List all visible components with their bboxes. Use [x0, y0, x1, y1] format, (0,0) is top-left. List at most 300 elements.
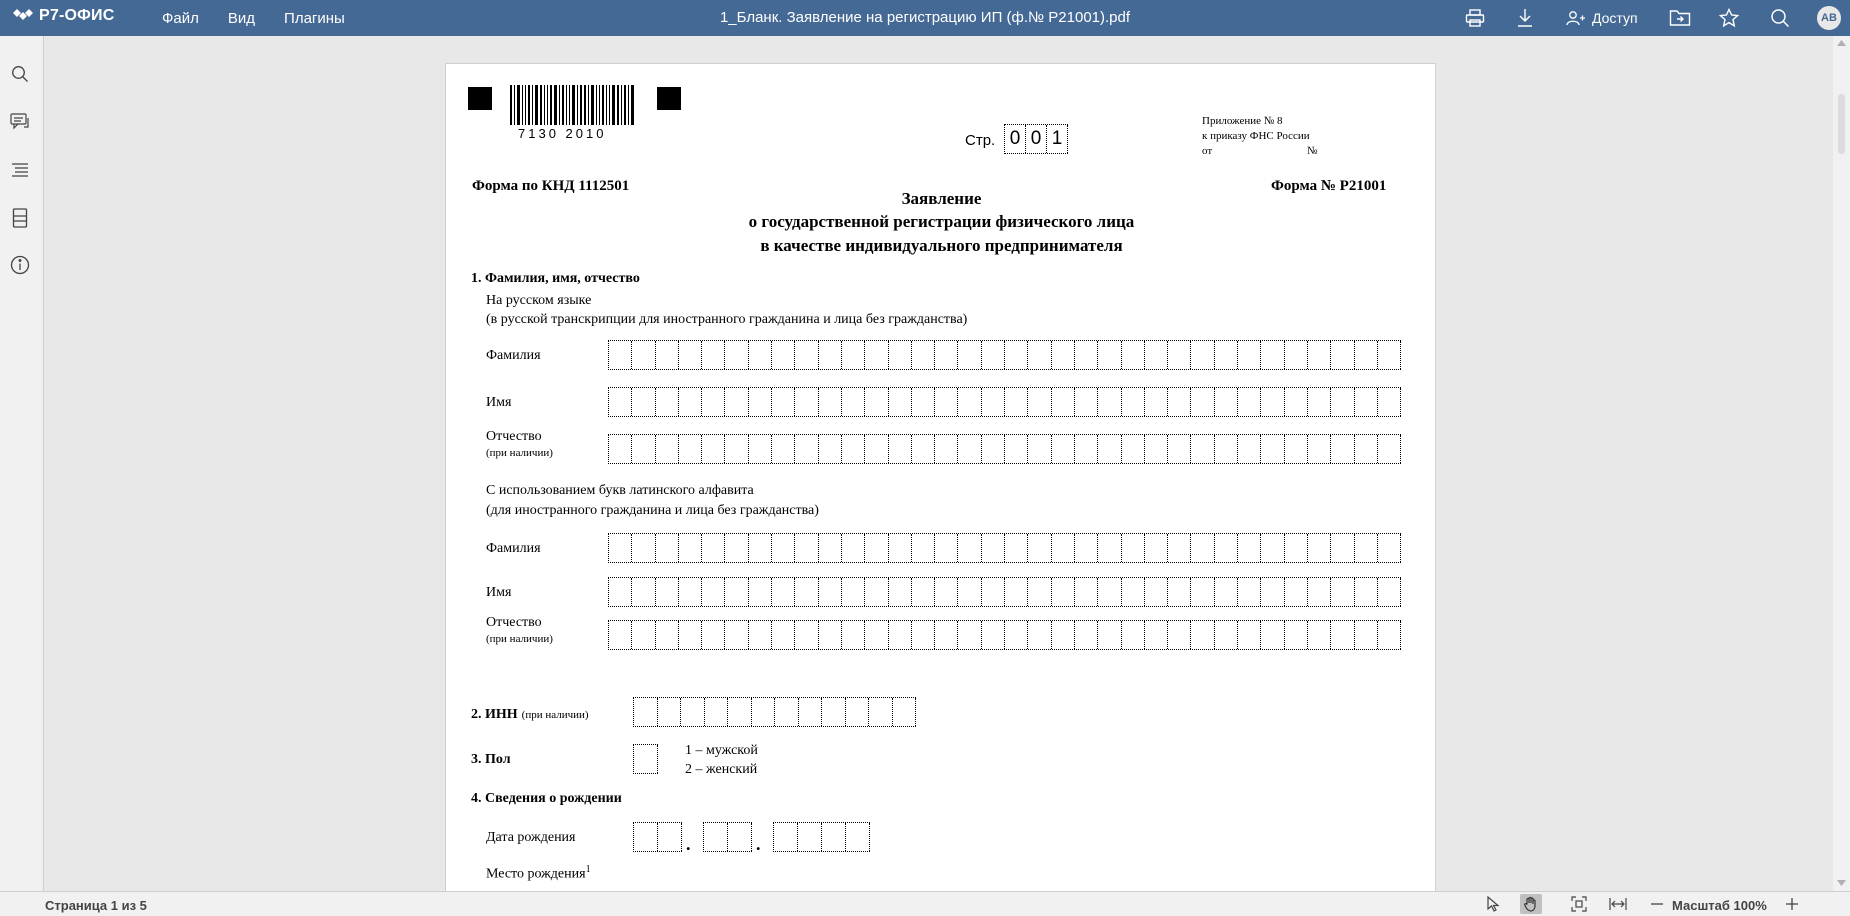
letter-cell[interactable] [889, 621, 912, 649]
letter-cell[interactable] [725, 435, 748, 463]
letter-cell[interactable] [1098, 534, 1121, 562]
letter-cell[interactable] [819, 578, 842, 606]
letter-cell[interactable] [609, 435, 632, 463]
letter-cell[interactable] [749, 388, 772, 416]
letter-cell[interactable] [1378, 578, 1401, 606]
letter-cell[interactable] [656, 435, 679, 463]
letter-cell[interactable] [982, 341, 1005, 369]
letter-cell[interactable] [1028, 435, 1051, 463]
letter-cell[interactable] [935, 534, 958, 562]
letter-cell[interactable] [749, 578, 772, 606]
letter-cell[interactable] [1378, 388, 1401, 416]
letter-cell[interactable] [1261, 435, 1284, 463]
scrollbar-thumb[interactable] [1838, 94, 1845, 154]
letter-cell[interactable] [681, 698, 705, 726]
letter-cell[interactable] [912, 534, 935, 562]
letter-cell[interactable] [679, 341, 702, 369]
letter-cell[interactable] [912, 341, 935, 369]
letter-cell[interactable] [1355, 578, 1378, 606]
letter-cell[interactable] [632, 341, 655, 369]
letter-cell[interactable] [958, 388, 981, 416]
letter-cell[interactable] [1052, 621, 1075, 649]
barcode-bar [566, 85, 567, 125]
letter-cell[interactable] [656, 621, 679, 649]
barcode-bar [547, 85, 548, 125]
letter-cell[interactable] [749, 341, 772, 369]
letter-cell[interactable] [632, 534, 655, 562]
letter-cell[interactable] [982, 388, 1005, 416]
letter-cell[interactable] [1331, 578, 1354, 606]
letter-cell[interactable] [1215, 341, 1238, 369]
sidebar-thumbnails-icon[interactable] [9, 207, 31, 229]
users-icon [1566, 10, 1586, 26]
barcode-bar [606, 85, 607, 125]
letter-cell[interactable] [702, 621, 725, 649]
label-birth-place: Место рождения [486, 866, 586, 882]
letter-cell[interactable] [702, 435, 725, 463]
letter-cell[interactable] [865, 341, 888, 369]
letter-cell[interactable] [1285, 341, 1308, 369]
fit-page-icon[interactable] [1568, 894, 1590, 914]
barcode-bar [569, 85, 570, 125]
page-digit-cell: 0 [1026, 125, 1047, 153]
letter-cell[interactable] [795, 578, 818, 606]
letter-cell[interactable] [1261, 621, 1284, 649]
letter-cell[interactable] [1378, 341, 1401, 369]
letter-cell[interactable] [702, 534, 725, 562]
letter-cell[interactable] [1168, 435, 1191, 463]
letter-cell[interactable] [842, 435, 865, 463]
letter-cell[interactable] [772, 388, 795, 416]
letter-cell[interactable] [1145, 578, 1168, 606]
letter-cell[interactable] [656, 388, 679, 416]
letter-cell[interactable] [1238, 388, 1261, 416]
vertical-scrollbar[interactable] [1833, 36, 1850, 891]
letter-cell[interactable] [702, 341, 725, 369]
letter-cell[interactable] [1145, 388, 1168, 416]
letter-cell[interactable] [842, 621, 865, 649]
letter-cell[interactable] [1191, 388, 1214, 416]
letter-cell[interactable] [1238, 435, 1261, 463]
letter-cell[interactable] [1005, 435, 1028, 463]
letter-cell[interactable] [958, 534, 981, 562]
letter-cell[interactable] [1145, 435, 1168, 463]
zoom-level[interactable]: Масштаб 100% [1672, 898, 1767, 913]
letter-cell[interactable] [1191, 534, 1214, 562]
barcode [510, 85, 636, 125]
page-label: Стр. [965, 132, 996, 149]
fit-width-icon[interactable] [1607, 894, 1629, 914]
letter-cell[interactable] [632, 435, 655, 463]
letter-cell[interactable] [1028, 341, 1051, 369]
letter-cell[interactable] [725, 341, 748, 369]
letter-cell[interactable] [1308, 621, 1331, 649]
letter-cell[interactable] [1122, 341, 1145, 369]
form-title-line-1: Заявление [901, 189, 982, 208]
letter-cell[interactable] [912, 435, 935, 463]
letter-cell[interactable] [705, 698, 729, 726]
letter-cell[interactable] [1075, 435, 1098, 463]
letter-cell[interactable] [609, 534, 632, 562]
letter-cell[interactable] [1308, 388, 1331, 416]
letter-cell[interactable] [1378, 534, 1401, 562]
letter-cell[interactable] [1005, 341, 1028, 369]
barcode-bar [517, 85, 520, 125]
letter-cell[interactable] [982, 534, 1005, 562]
scroll-up-icon[interactable] [1837, 40, 1846, 46]
letter-cell[interactable] [1145, 621, 1168, 649]
barcode-bar [602, 85, 604, 125]
letter-cell[interactable] [1285, 578, 1308, 606]
letter-cell[interactable] [1122, 435, 1145, 463]
letter-cell[interactable] [1052, 578, 1075, 606]
letter-cell[interactable] [1215, 621, 1238, 649]
letter-cell[interactable] [1191, 341, 1214, 369]
letter-cell[interactable] [1028, 388, 1051, 416]
barcode-bar [535, 85, 538, 125]
letter-cell[interactable] [865, 435, 888, 463]
letter-cell[interactable] [1261, 534, 1284, 562]
letter-cell[interactable] [1005, 621, 1028, 649]
letter-cell[interactable] [1238, 621, 1261, 649]
gender-cell-box[interactable] [634, 745, 658, 773]
letter-cell[interactable] [1075, 621, 1098, 649]
letter-cell[interactable] [865, 534, 888, 562]
letter-cell[interactable] [819, 388, 842, 416]
barcode-bar [559, 85, 560, 125]
letter-cell[interactable] [658, 698, 682, 726]
barcode-bar [532, 85, 533, 125]
menu-file[interactable]: Файл [162, 9, 199, 27]
letter-cell[interactable] [889, 388, 912, 416]
top-toolbar [0, 0, 1850, 36]
letter-cell[interactable] [935, 435, 958, 463]
letter-cell[interactable] [702, 388, 725, 416]
letter-cell[interactable] [935, 578, 958, 606]
section-2-heading-group [471, 705, 589, 723]
letter-cell[interactable] [819, 341, 842, 369]
label-patronymic-ru: Отчество [486, 429, 542, 444]
logo-icon [12, 7, 34, 25]
letter-cell[interactable] [725, 621, 748, 649]
letter-cell[interactable] [982, 578, 1005, 606]
label-name-lat: Имя [486, 585, 512, 600]
document-viewport[interactable] [45, 36, 1833, 891]
label-patronymic-lat: Отчество [486, 615, 542, 630]
letter-cell[interactable] [819, 621, 842, 649]
letter-cell[interactable] [1122, 578, 1145, 606]
label-birth-date: Дата рождения [486, 830, 576, 845]
section-1-heading: 1. Фамилия, имя, отчество [471, 271, 640, 286]
sidebar-comments-icon[interactable] [9, 111, 31, 133]
letter-cell[interactable] [1168, 621, 1191, 649]
letter-cell[interactable] [1191, 621, 1214, 649]
letter-cell[interactable] [889, 578, 912, 606]
letter-cell[interactable] [1098, 341, 1121, 369]
letter-cell[interactable] [772, 435, 795, 463]
barcode-bar [544, 85, 545, 125]
letter-cell[interactable] [634, 698, 658, 726]
letter-cell[interactable] [819, 534, 842, 562]
letter-cell[interactable] [749, 621, 772, 649]
sidebar-navigation-icon[interactable] [9, 159, 31, 181]
surname-lat-cells[interactable] [608, 533, 1401, 563]
zoom-in-icon[interactable] [1781, 894, 1803, 914]
patronymic-lat-cells[interactable] [608, 620, 1401, 650]
letter-cell[interactable] [1355, 435, 1378, 463]
letter-cell[interactable] [772, 621, 795, 649]
letter-cell[interactable] [1028, 621, 1051, 649]
hand-tool-icon[interactable] [1520, 894, 1542, 914]
birth-day-cells[interactable] [633, 822, 682, 852]
letter-cell[interactable] [1261, 341, 1284, 369]
letter-cell[interactable] [958, 578, 981, 606]
latin-note-1: С использованием букв латинского алфавита [486, 483, 754, 498]
letter-cell[interactable] [609, 621, 632, 649]
letter-cell[interactable] [1355, 621, 1378, 649]
letter-cell[interactable] [1308, 435, 1331, 463]
name-lat-cells[interactable] [608, 577, 1401, 607]
letter-cell[interactable] [1098, 621, 1121, 649]
letter-cell[interactable] [865, 578, 888, 606]
letter-cell[interactable] [1075, 341, 1098, 369]
letter-cell[interactable] [1355, 388, 1378, 416]
letter-cell[interactable] [1215, 578, 1238, 606]
scroll-down-icon[interactable] [1837, 880, 1846, 886]
sidebar-search-icon[interactable] [9, 63, 31, 85]
russian-note-1: На русском языке [486, 293, 592, 308]
letter-cell[interactable] [889, 341, 912, 369]
letter-cell[interactable] [1355, 534, 1378, 562]
letter-cell[interactable] [912, 578, 935, 606]
letter-cell[interactable] [775, 698, 799, 726]
letter-cell[interactable] [679, 534, 702, 562]
label-name-ru: Имя [486, 395, 512, 410]
letter-cell[interactable] [1331, 435, 1354, 463]
letter-cell[interactable] [1122, 388, 1145, 416]
letter-cell[interactable] [1122, 534, 1145, 562]
letter-cell[interactable] [1168, 534, 1191, 562]
letter-cell[interactable] [889, 435, 912, 463]
letter-cell[interactable] [1261, 388, 1284, 416]
letter-cell[interactable] [752, 698, 776, 726]
left-sidebar [0, 36, 44, 891]
letter-cell[interactable] [1331, 341, 1354, 369]
letter-cell[interactable] [1215, 388, 1238, 416]
sidebar-info-icon[interactable] [9, 254, 31, 276]
letter-cell[interactable] [1285, 388, 1308, 416]
letter-cell[interactable] [912, 621, 935, 649]
letter-cell[interactable] [1052, 534, 1075, 562]
name-ru-cells[interactable] [608, 387, 1401, 417]
menu-view[interactable]: Вид [227, 9, 256, 27]
letter-cell[interactable] [795, 435, 818, 463]
marker-square-right [657, 87, 681, 110]
letter-cell[interactable] [846, 698, 870, 726]
letter-cell[interactable] [958, 435, 981, 463]
letter-cell[interactable] [1191, 435, 1214, 463]
letter-cell[interactable] [1098, 578, 1121, 606]
letter-cell[interactable] [935, 388, 958, 416]
pdf-page [445, 63, 1436, 891]
letter-cell[interactable] [1075, 534, 1098, 562]
search-icon[interactable] [1768, 6, 1792, 30]
letter-cell[interactable] [982, 621, 1005, 649]
letter-cell[interactable] [632, 578, 655, 606]
letter-cell[interactable] [772, 534, 795, 562]
letter-cell[interactable] [1075, 388, 1098, 416]
print-icon[interactable] [1463, 6, 1487, 30]
letter-cell[interactable] [725, 388, 748, 416]
letter-cell[interactable] [819, 435, 842, 463]
letter-cell[interactable] [795, 534, 818, 562]
letter-cell[interactable] [1075, 578, 1098, 606]
patronymic-ru-cells[interactable] [608, 434, 1401, 464]
letter-cell[interactable] [1191, 578, 1214, 606]
download-icon[interactable] [1513, 6, 1537, 30]
letter-cell[interactable] [1098, 388, 1121, 416]
appendix-line-2: к приказу ФНС России [1202, 130, 1310, 142]
page-number-cells [1004, 124, 1068, 154]
letter-cell[interactable] [842, 341, 865, 369]
letter-cell[interactable] [822, 698, 846, 726]
letter-cell[interactable] [935, 621, 958, 649]
letter-cell[interactable] [842, 578, 865, 606]
letter-cell[interactable] [679, 578, 702, 606]
letter-cell[interactable] [609, 341, 632, 369]
letter-cell[interactable] [1238, 341, 1261, 369]
letter-cell[interactable] [865, 621, 888, 649]
letter-cell[interactable] [1331, 621, 1354, 649]
letter-cell[interactable] [1145, 341, 1168, 369]
letter-cell[interactable] [1028, 578, 1051, 606]
letter-cell[interactable] [702, 578, 725, 606]
letter-cell[interactable] [1285, 435, 1308, 463]
open-location-icon[interactable] [1668, 6, 1692, 30]
letter-cell[interactable] [728, 698, 752, 726]
letter-cell[interactable] [795, 621, 818, 649]
letter-cell[interactable] [1308, 578, 1331, 606]
letter-cell[interactable] [889, 534, 912, 562]
letter-cell[interactable] [1285, 534, 1308, 562]
letter-cell[interactable] [893, 698, 917, 726]
letter-cell[interactable] [679, 621, 702, 649]
letter-cell[interactable] [1261, 578, 1284, 606]
letter-cell[interactable] [1098, 435, 1121, 463]
letter-cell[interactable] [1331, 534, 1354, 562]
favorite-star-icon[interactable] [1717, 6, 1741, 30]
barcode-bar [609, 85, 610, 125]
letter-cell[interactable] [632, 388, 655, 416]
letter-cell[interactable] [1005, 534, 1028, 562]
zoom-out-icon[interactable] [1646, 894, 1668, 914]
letter-cell[interactable] [1145, 534, 1168, 562]
letter-cell[interactable] [1308, 341, 1331, 369]
letter-cell[interactable] [1215, 534, 1238, 562]
letter-cell[interactable] [609, 388, 632, 416]
letter-cell[interactable] [1168, 388, 1191, 416]
letter-cell[interactable] [1308, 534, 1331, 562]
letter-cell[interactable] [725, 534, 748, 562]
letter-cell[interactable] [842, 388, 865, 416]
letter-cell[interactable] [842, 534, 865, 562]
app-logo [12, 7, 114, 25]
letter-cell[interactable] [912, 388, 935, 416]
letter-cell[interactable] [1052, 341, 1075, 369]
letter-cell[interactable] [1355, 341, 1378, 369]
letter-cell[interactable] [958, 621, 981, 649]
letter-cell[interactable] [656, 578, 679, 606]
barcode-bar [580, 85, 582, 125]
letter-cell[interactable] [632, 621, 655, 649]
letter-cell[interactable] [795, 388, 818, 416]
barcode-bar [525, 85, 526, 125]
menu-plugins[interactable]: Плагины [284, 9, 345, 27]
letter-cell[interactable] [795, 341, 818, 369]
letter-cell[interactable] [865, 388, 888, 416]
letter-cell[interactable] [1378, 435, 1401, 463]
letter-cell[interactable] [1331, 388, 1354, 416]
letter-cell[interactable] [1378, 621, 1401, 649]
letter-cell[interactable] [1052, 435, 1075, 463]
status-bar [0, 891, 1850, 916]
surname-ru-cells[interactable] [608, 340, 1401, 370]
letter-cell[interactable] [1028, 534, 1051, 562]
letter-cell[interactable] [982, 435, 1005, 463]
letter-cell[interactable] [1122, 621, 1145, 649]
letter-cell[interactable] [656, 341, 679, 369]
letter-cell[interactable] [1168, 578, 1191, 606]
letter-cell[interactable] [1215, 435, 1238, 463]
letter-cell[interactable] [935, 341, 958, 369]
section-3-heading: 3. Пол [471, 752, 511, 767]
birth-year-cells[interactable] [773, 822, 870, 852]
user-avatar[interactable]: АВ [1817, 6, 1841, 30]
inn-cells[interactable] [633, 697, 916, 727]
access-button[interactable] [1566, 7, 1638, 29]
letter-cell[interactable] [869, 698, 893, 726]
birth-month-cells[interactable] [703, 822, 752, 852]
letter-cell[interactable] [772, 578, 795, 606]
letter-cell[interactable] [679, 435, 702, 463]
select-tool-icon[interactable] [1482, 894, 1504, 914]
letter-cell[interactable] [749, 435, 772, 463]
letter-cell[interactable] [772, 341, 795, 369]
label-surname-ru: Фамилия [486, 348, 541, 363]
letter-cell[interactable] [1168, 341, 1191, 369]
letter-cell[interactable] [799, 698, 823, 726]
letter-cell[interactable] [679, 388, 702, 416]
letter-cell[interactable] [1285, 621, 1308, 649]
letter-cell[interactable] [1238, 534, 1261, 562]
letter-cell[interactable] [1005, 388, 1028, 416]
letter-cell[interactable] [958, 341, 981, 369]
letter-cell[interactable] [725, 578, 748, 606]
barcode-bar [510, 85, 512, 125]
letter-cell[interactable] [1238, 578, 1261, 606]
letter-cell[interactable] [609, 578, 632, 606]
appendix-line-1: Приложение № 8 [1202, 115, 1283, 127]
section-2-heading: 2. ИНН [471, 707, 518, 722]
barcode-bar [540, 85, 542, 125]
letter-cell[interactable] [1005, 578, 1028, 606]
barcode-bar [617, 85, 619, 125]
letter-cell[interactable] [749, 534, 772, 562]
gender-cell[interactable] [633, 744, 658, 774]
letter-cell[interactable] [1052, 388, 1075, 416]
form-number: Форма № Р21001 [1271, 178, 1387, 194]
letter-cell[interactable] [656, 534, 679, 562]
